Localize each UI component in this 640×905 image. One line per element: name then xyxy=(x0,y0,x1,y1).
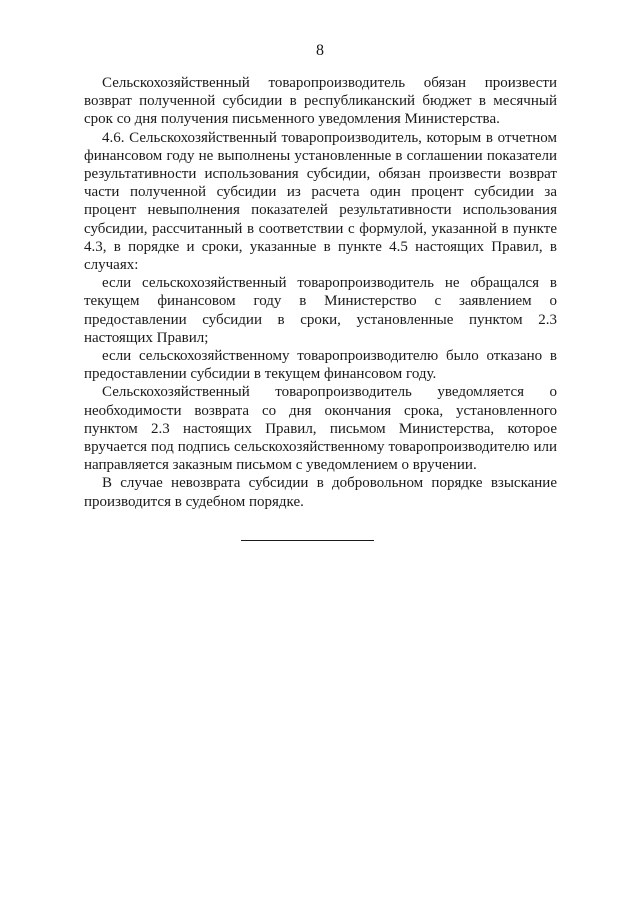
document-body xyxy=(84,74,557,511)
paragraph-notification: Сельскохозяйственный товаропроизводитель уведомляется о необходимости возврата со дня окончания срока, установленного пунктом 2.3 настоящих Правил, письмом Министерства, которое вручается под подпись сельскохозяйственному товаропроизводителю или направляется заказным письмом с уведомлением о вручении. xyxy=(84,384,557,474)
paragraph-refund-obligation: Сельскохозяйственный товаропроизводитель обязан произвести возврат полученной субсидии в республиканский бюджет в месячный срок со дня получения письменного уведомления Министерства. xyxy=(84,75,557,128)
page-number: 8 xyxy=(316,42,324,59)
paragraph-4-6: 4.6. Сельскохозяйственный товаропроизводитель, которым в отчетном финансовом году не выполнены установленные в соглашении показатели результативности использования субсидии, обязан произвести возврат части полученной субсидии из расчета один процент субсидии за процент невыполнения показателей результативности использования субсидии, рассчитанный в соответствии с формулой, указанной в пункте 4.3, в порядке и сроки, указанные в пункте 4.5 настоящих Правил, в случаях: xyxy=(84,129,557,274)
paragraph-court-recovery: В случае невозврата субсидии в добровольном порядке взыскание производится в судебном порядке. xyxy=(84,475,557,510)
paragraph-case-refused: если сельскохозяйственному товаропроизводителю было отказано в предоставлении субсидии в текущем финансовом году. xyxy=(84,348,557,383)
end-divider xyxy=(241,540,374,541)
paragraph-case-no-application: если сельскохозяйственный товаропроизводитель не обращался в текущем финансовом году в Министерство с заявлением о предоставлении субсидии в сроки, установленные пунктом 2.3 настоящих Правил; xyxy=(84,275,557,346)
